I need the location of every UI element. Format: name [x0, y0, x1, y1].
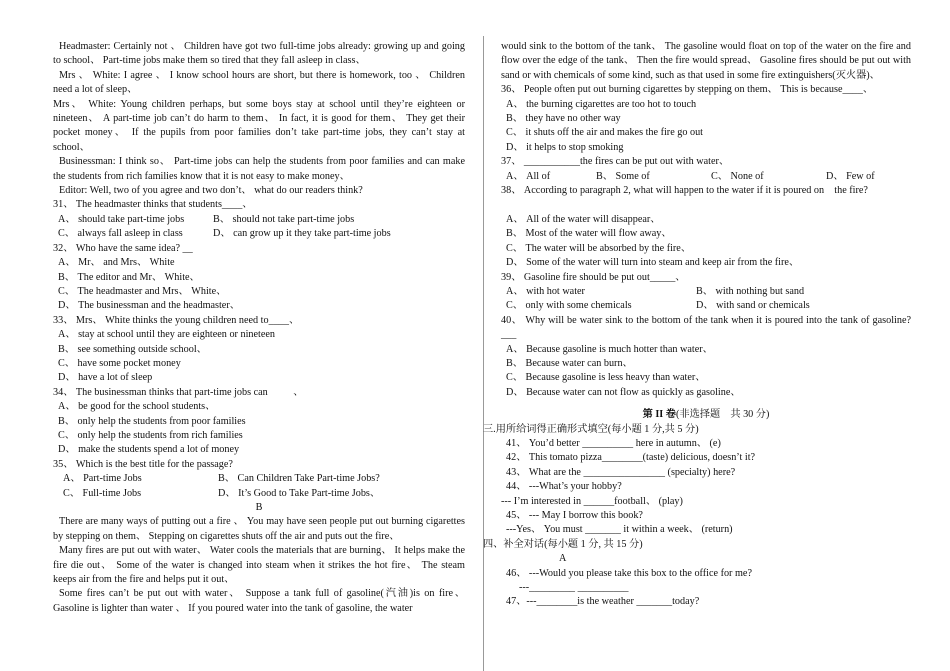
- option-36-b: B、 they have no other way: [506, 113, 621, 125]
- question-33: 33、 Mrs、 White thinks the young children need to____、: [53, 314, 300, 326]
- section-4-part-a: A: [559, 553, 567, 565]
- right-column: [483, 40, 911, 610]
- option-39-d: D、 with sand or chemicals: [696, 300, 810, 312]
- option-32-b: B、 The editor and Mr、 White、: [58, 271, 200, 283]
- option-37-d: D、 Few of: [826, 170, 875, 182]
- option-31-d: D、 can grow up it they take part-time jobs: [213, 228, 391, 240]
- question-36: 36、 People often put out burning cigarettes by stepping on them、 This is because____、: [501, 84, 874, 96]
- paragraph-mrs-white-2: Mrs、 White: Young children perhaps, but some boys stay at school until they’re eighteen or nineteen、 A part-time job can’t do harm to them、 In fact, it is good for them、 They get their pocket money、 If the pupils from poor families don’t take part-time jobs, they can’t stay at school、: [53, 98, 465, 153]
- question-46: 46、 ---Would you please take this box to the office for me?: [506, 567, 752, 579]
- option-35-b: B、 Can Children Take Part-time Jobs?: [218, 473, 380, 485]
- question-44: 44、 ---What’s your hobby?: [506, 481, 622, 493]
- question-39-options-ab: [501, 285, 911, 299]
- paragraph-headmaster: Headmaster: Certainly not 、 Children have got two full-time jobs already: growing up and going to school、 Part-time jobs make them so tired that they fall asleep in class、: [53, 41, 465, 67]
- question-45: 45、 --- May I borrow this book?: [506, 510, 643, 521]
- option-36-d: D、 it helps to stop smoking: [506, 141, 624, 153]
- option-36-c: C、 it shuts off the air and makes the fire go out: [506, 127, 704, 139]
- question-31-options-cd: [53, 227, 465, 241]
- blank-line: [501, 198, 911, 212]
- paragraph-mrs-white-1: Mrs 、 White: I agree 、 I know school hours are short, but there is homework, too 、 Children need a lot of sleep、: [53, 69, 465, 96]
- option-35-c: C、 Full-time Jobs: [63, 487, 142, 499]
- part-2-heading: [501, 408, 911, 422]
- paragraph-businessman: Businessman: I think so、 Part-time jobs can help the students from poor families and can make the students from rich families know that it is not easy to make money、: [53, 156, 465, 182]
- option-32-a: A、 Mr、 and Mrs、 White: [58, 257, 175, 269]
- column-divider: [483, 36, 484, 671]
- question-37: 37、 ___________the fires can be put out with water、: [501, 156, 730, 168]
- question-34: 34、 The businessman thinks that part-time jobs can 、: [53, 386, 304, 398]
- option-37-b: B、 Some of: [596, 170, 650, 182]
- option-36-a: A、 the burning cigarettes are too hot to touch: [506, 98, 697, 110]
- option-31-c: C、 always fall asleep in class: [58, 228, 183, 240]
- question-42: 42、 This tomato pizza________(taste) delicious, doesn’t it?: [506, 452, 756, 464]
- question-47: 47、---________is the weather _______today?: [506, 596, 700, 608]
- option-40-b: B、 Because water can burn、: [506, 357, 633, 369]
- question-35-options-ab: [53, 472, 465, 486]
- question-43: 43、 What are the ________________ (specialty) here?: [506, 466, 736, 478]
- question-38: 38、 According to paragraph 2, what will happen to the water if it is poured on the fire?: [501, 185, 868, 197]
- option-33-b: B、 see something outside school、: [58, 343, 207, 355]
- option-31-b: B、 should not take part-time jobs: [213, 213, 355, 225]
- option-33-c: C、 have some pocket money: [58, 357, 181, 369]
- option-33-d: D、 have a lot of sleep: [58, 372, 153, 384]
- paragraph-b2: Many fires are put out with water、 Water cools the materials that are burning、 It helps make the fire die out、 Some of the water is changed into steam when it strikes the hot fire、 The steam keeps air from the fire and helps put it out、: [53, 545, 465, 586]
- option-37-a: A、 All of: [506, 170, 551, 182]
- option-39-b: B、 with nothing but sand: [696, 285, 805, 297]
- option-38-d: D、 Some of the water will turn into steam and keep air from the fire、: [506, 257, 800, 269]
- question-45-response: ---Yes、 You must _______ it within a week、 (return): [506, 524, 733, 536]
- option-38-c: C、 The water will be absorbed by the fire、: [506, 242, 692, 254]
- paragraph-b1: There are many ways of putting out a fire 、 You may have seen people put out burning cigarettes by stepping on them、 Stepping on cigarettes shuts off the air and puts out the fire、: [53, 516, 465, 542]
- section-3-heading: 三.用所给词得正确形式填空(每小题 1 分,共 5 分): [483, 423, 699, 435]
- question-44-response: --- I’m interested in ______football、 (play): [501, 495, 683, 507]
- option-38-b: B、 Most of the water will flow away、: [506, 228, 672, 240]
- option-34-b: B、 only help the students from poor families: [58, 415, 246, 427]
- left-column: [53, 40, 465, 616]
- question-31-options-ab: [53, 213, 465, 227]
- paragraph-b3-continued: would sink to the bottom of the tank、 The gasoline would float on top of the water on the fire and flow over the edge of the tank、 Then the fire would spread、 Gasoline fires should be put out with sand or with chemicals of some kind, such as that used in some fire extinguishers(灭火器)、: [501, 41, 911, 81]
- question-39-options-cd: [501, 299, 911, 313]
- option-37-c: C、 None of: [711, 170, 764, 182]
- part-2-title: 第 II 卷: [642, 409, 676, 421]
- option-40-a: A、 Because gasoline is much hotter than water、: [506, 343, 713, 355]
- question-37-options: [501, 170, 911, 184]
- paragraph-editor: Editor: Well, two of you agree and two don’t、 what do our readers think?: [59, 185, 363, 197]
- option-39-c: C、 only with some chemicals: [506, 300, 632, 312]
- option-31-a: A、 should take part-time jobs: [58, 213, 185, 225]
- option-32-c: C、 The headmaster and Mrs、 White、: [58, 285, 227, 297]
- question-31: 31、 The headmaster thinks that students____、: [53, 199, 253, 211]
- question-35: 35、 Which is the best title for the passage?: [53, 458, 233, 470]
- option-40-d: D、 Because water can not flow as quickly as gasoline、: [506, 386, 741, 398]
- question-40: 40、 Why will be water sink to the bottom of the tank when it is poured into the tank of gasoline? ___: [501, 314, 911, 341]
- section-b-heading: B: [255, 502, 263, 513]
- option-34-a: A、 be good for the school students、: [58, 401, 216, 413]
- question-32: 32、 Who have the same idea? __: [53, 242, 193, 254]
- question-35-options-cd: [53, 487, 465, 501]
- section-4-heading: 四、补全对话(每小题 1 分, 共 15 分): [483, 538, 643, 550]
- part-2-subtitle: (非选择题 共 30 分): [676, 409, 770, 421]
- option-35-d: D、 It’s Good to Take Part-time Jobs、: [218, 487, 381, 499]
- option-39-a: A、 with hot water: [506, 285, 585, 297]
- option-40-c: C、 Because gasoline is less heavy than water、: [506, 372, 706, 384]
- paragraph-b3: Some fires can’t be put out with water、 Suppose a tank full of gasoline(汽油)is on fire、 Gasoline is lighter than water 、 If you poured water into the tank of gasoline, the water: [53, 588, 465, 614]
- option-33-a: A、 stay at school until they are eighteen or nineteen: [58, 329, 275, 341]
- option-38-a: A、 All of the water will disappear、: [506, 213, 661, 225]
- option-34-d: D、 make the students spend a lot of money: [58, 444, 240, 456]
- question-46-response: ---_________ __________: [519, 582, 629, 594]
- question-41: 41、 You’d better __________ here in autumn、 (e): [506, 437, 721, 449]
- option-32-d: D、 The businessman and the headmaster、: [58, 300, 240, 312]
- option-35-a: A、 Part-time Jobs: [63, 473, 142, 485]
- option-34-c: C、 only help the students from rich families: [58, 429, 243, 441]
- question-39: 39、 Gasoline fire should be put out_____、: [501, 271, 686, 283]
